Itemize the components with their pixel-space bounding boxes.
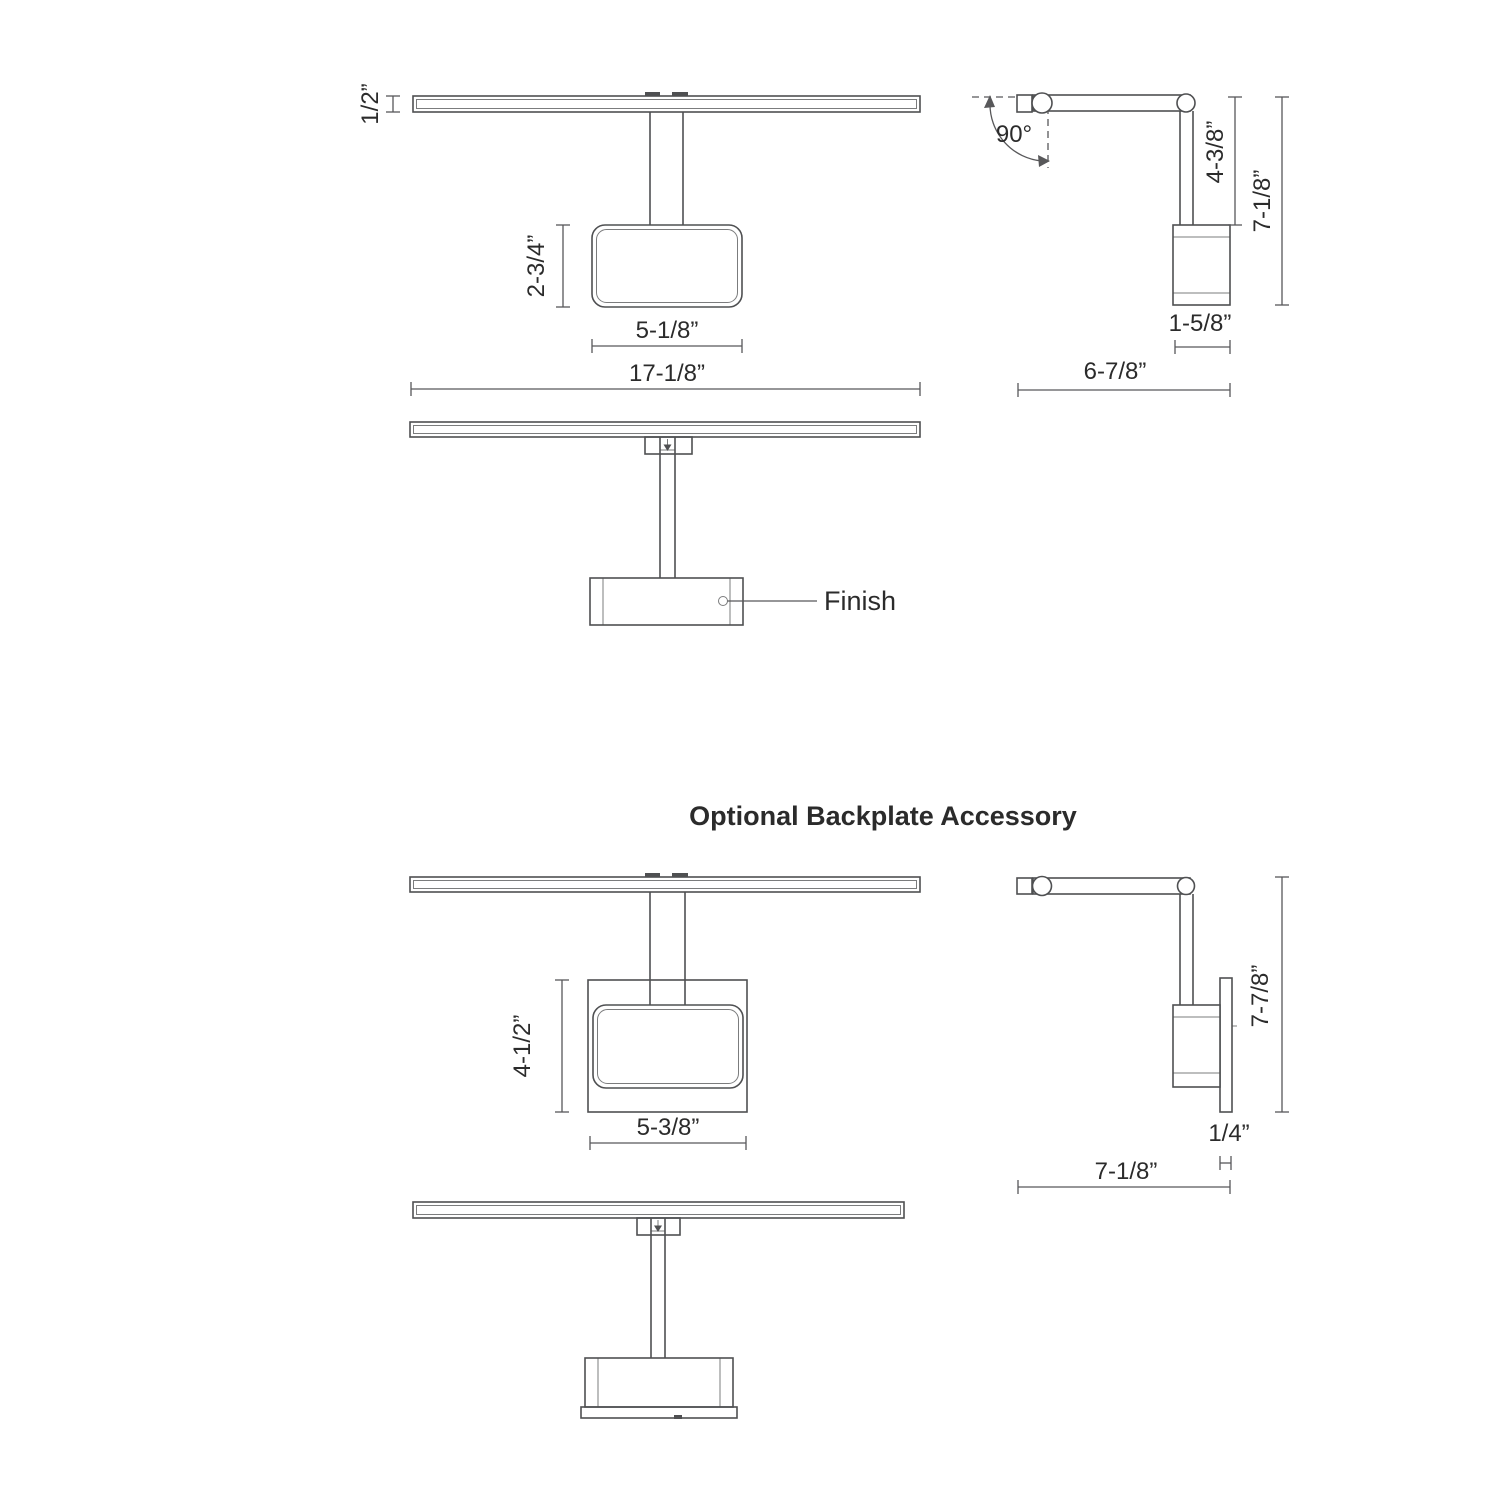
light-bar [410,422,920,437]
standard-side-view [972,93,1289,397]
pivot-knuckle [1177,94,1195,112]
light-bar [410,877,920,892]
dim-backplate-thickness-line [1220,1156,1231,1170]
dim-overall-depth: 6-7/8” [1083,358,1147,385]
horizontal-arm [1033,878,1190,894]
dim-canopy-height: 2-3/4” [523,234,550,298]
light-bar-inner-edge [417,100,917,109]
light-bar-inner-edge [414,426,917,434]
dim-accessory-overall-height: 7-7/8” [1247,964,1274,1028]
pivot-knuckle [1033,877,1052,896]
dim-arm-drop: 4-3/8” [1202,120,1229,184]
backplate [588,980,747,1112]
accessory-top-view [410,875,920,1150]
accessory-front-view [413,1202,904,1418]
light-bar [413,96,920,112]
finish-callout-point [719,597,728,606]
standard-top-view [357,83,920,396]
pivot-block [1017,878,1032,894]
canopy [593,1005,743,1088]
finish-label: Finish [824,586,897,616]
canopy-inner-edge [598,1010,739,1084]
canopy-inner-edge [597,230,738,303]
accessory-side-view [1017,877,1289,1195]
pivot-knuckle [1032,93,1052,113]
dim-backplate-width: 5-3/8” [636,1114,700,1141]
dim-accessory-overall-height-line [1275,877,1289,1112]
dim-overall-width: 17-1/8” [628,360,706,387]
dim-canopy-height-line [556,225,570,307]
light-bar-inner-edge [414,881,917,889]
dim-bar-thickness: 1/2” [357,83,384,125]
dim-canopy-width: 5-1/8” [635,317,699,344]
angle-label: 90° [995,121,1033,148]
standard-front-view [410,422,920,625]
dim-arm-drop-line [1228,97,1242,225]
backplate-flange [581,1407,737,1418]
backplate [1220,978,1232,1112]
horizontal-arm [1033,95,1190,111]
dim-overall-height: 7-1/8” [1249,169,1276,233]
dim-bar-thickness-line [386,96,400,112]
canopy [592,225,742,307]
dim-head-width: 1-5/8” [1168,310,1232,337]
dim-accessory-overall-depth: 7-1/8” [1094,1158,1158,1185]
dim-head-width-line [1175,340,1230,354]
dim-backplate-height-line [555,980,569,1112]
light-bar-inner-edge [417,1206,901,1215]
dim-overall-height-line [1275,97,1289,305]
dim-backplate-thickness: 1/4” [1208,1120,1250,1147]
accessory-heading: Optional Backplate Accessory [689,801,1077,831]
pivot-block [1017,95,1032,112]
pivot-knuckle [1178,878,1195,895]
dim-overall-depth-line [1018,383,1230,397]
canopy-body [590,578,743,625]
light-bar [413,1202,904,1218]
canopy-body [585,1358,733,1407]
dim-backplate-height: 4-1/2” [509,1014,536,1078]
